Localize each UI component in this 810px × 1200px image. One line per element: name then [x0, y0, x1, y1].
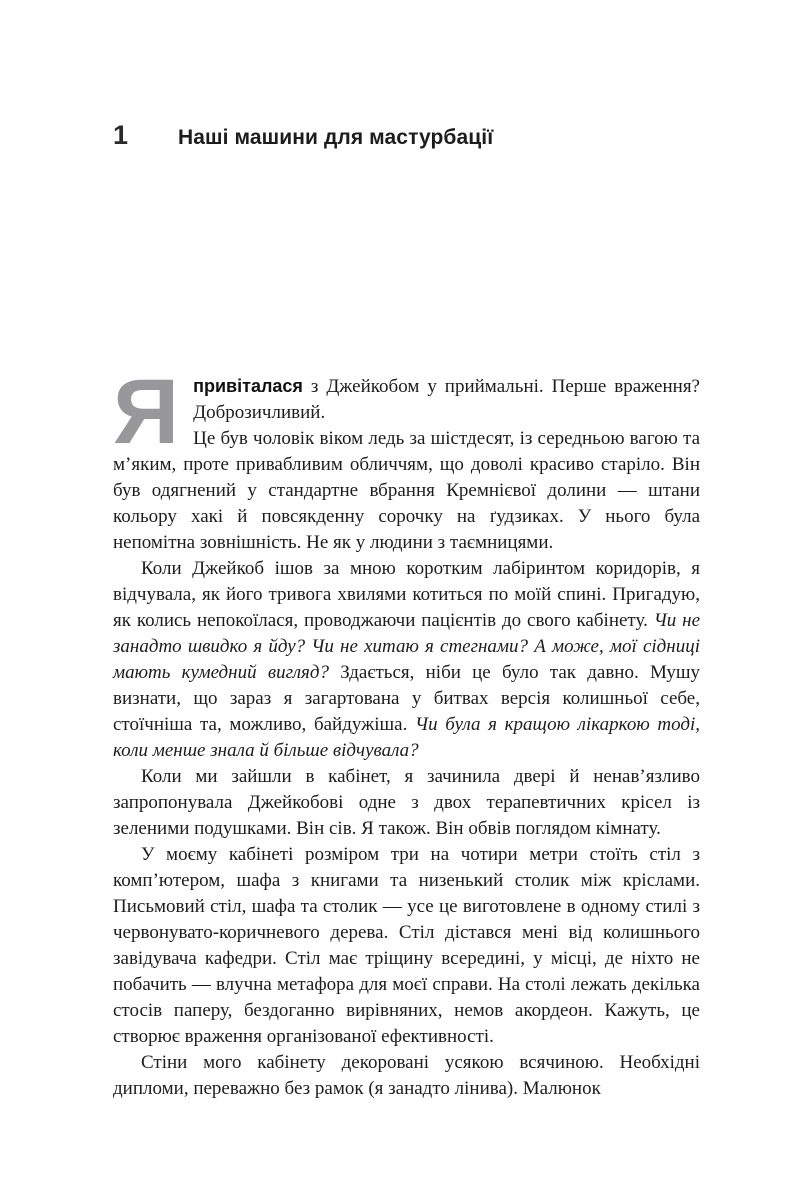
body-text: [113, 361, 701, 1102]
chapter-header: [113, 120, 700, 153]
dropcap-letter: Я: [113, 361, 180, 463]
chapter-number: 1: [113, 120, 129, 150]
text-run: Стіни мого кабінету декоровані усякою всячиною. Необхідні дипломи, переважно без рамок (я занадто лінива). Малюнок: [113, 1052, 700, 1099]
text-run: У моєму кабінеті розміром три на чотири метри стоїть стіл з комп’ютером, шафа з книгами та низенький столик між кріслами. Письмовий стіл, шафа та столик — усе це виготовлене в одному стилі з червонувато-коричневого дерева. Стіл дістався мені від колишнього завідувача кафедри. Стіл має тріщину всередині, у місці, де ніхто не побачить — влучна метафора для моєї справи. На столі лежать декілька стосів паперу, бездоганно вирівняних, немов акордеон. Кажуть, це створює враження організованої ефективності.: [113, 844, 700, 1047]
text-run: Здається, ніби це було так давно. Мушу визнати, що зараз я загартована у битвах версія колишньої себе, стоїчніша та, можливо, байдужіша.: [113, 662, 701, 735]
text-run-italic: Чи була я кращою лікаркою тоді, коли менше знала й більше відчувала?: [113, 714, 700, 761]
text-run-bold: привіталася: [193, 376, 303, 396]
text-run-italic: Чи не занадто швидко я йду? Чи не хитаю я стегнами? А може, мої сідниці мають кумедний вигляд?: [113, 610, 700, 683]
text-run: з Джейкобом у приймальні. Перше враження? Доброзичливий.: [193, 376, 700, 423]
paragraph: [113, 842, 700, 1050]
text-run: Коли Джейкоб ішов за мною коротким лабіринтом коридорів, я відчувала, як його тривога хвилями котиться по моїй спині. Пригадую, як колись непокоїлася, проводжаючи пацієнтів до свого кабінету.: [113, 558, 700, 631]
paragraph: [113, 426, 700, 556]
paragraph: [113, 1050, 700, 1102]
paragraph: [113, 373, 700, 426]
text-run: Це був чоловік віком ледь за шістдесят, із середньою вагою та м’яким, проте привабливим обличчям, що доволі красиво старіло. Він був одягнений у стандартне вбрання Кремнієвої долини — штани кольору хакі й повсякденну сорочку на ґудзиках. У нього була непомітна зовнішність. Не як у людини з таємницями.: [113, 428, 700, 553]
text-run: Коли ми зайшли в кабінет, я зачинила двері й ненав’язливо запропонувала Джейкобові одне з двох терапевтичних крісел із зеленими подушками. Він сів. Я також. Він обвів поглядом кімнату.: [113, 766, 700, 839]
paragraph: [113, 556, 700, 764]
chapter-title: Наші машини для мастурбації: [178, 126, 494, 149]
paragraph: [113, 764, 700, 842]
